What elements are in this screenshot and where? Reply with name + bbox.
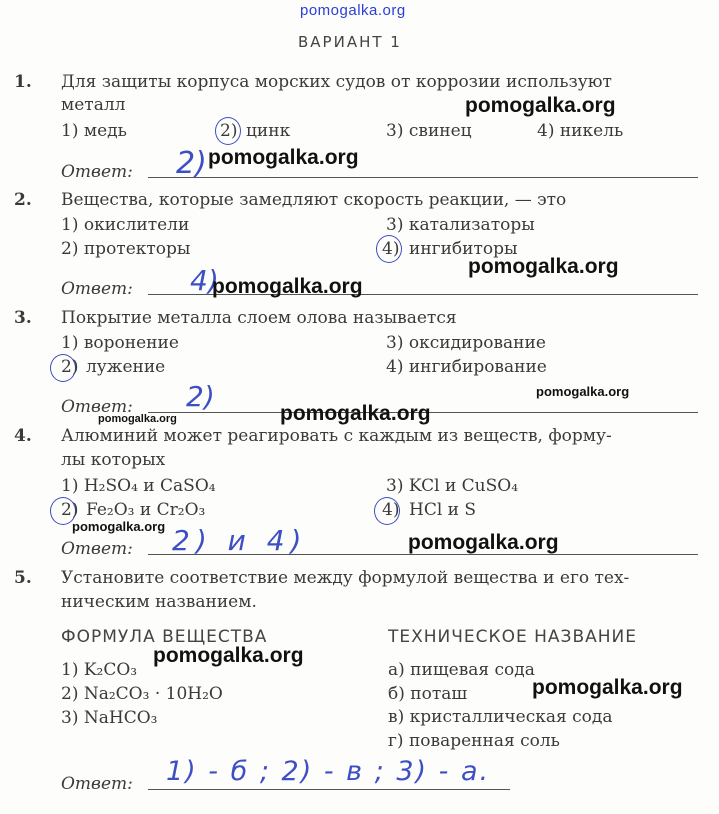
q4-option-1: 1) H₂SO₄ и CaSO₄ [61, 476, 216, 496]
q3-option-1: 1) воронение [61, 333, 179, 353]
q4-answer-label: Ответ: [61, 539, 133, 559]
q1-option-4: 4) никель [537, 121, 624, 141]
q5-formula-2: 2) Na₂CO₃ · 10H₂O [61, 684, 223, 704]
watermark: pomogalka.org [532, 676, 683, 699]
q5-answer-line [148, 789, 510, 790]
q5-formula-3: 3) NaHCO₃ [61, 708, 158, 728]
q5-name-a: а) пищевая сода [388, 660, 535, 680]
watermark: pomogalka.org [153, 644, 304, 667]
q4-text-line2: лы которых [61, 450, 166, 470]
watermark: pomogalka.org [212, 275, 363, 298]
watermark: pomogalka.org [98, 413, 177, 425]
q3-option-2-num: 2) [61, 357, 79, 377]
q2-option-1: 1) окислители [61, 215, 190, 235]
q5-name-b: б) поташ [388, 684, 468, 704]
q1-answer-line [148, 177, 698, 178]
q4-option-4-text: HCl и S [409, 500, 477, 520]
q2-handwritten-answer: 4) [190, 264, 219, 297]
watermark: pomogalka.org [468, 255, 619, 278]
watermark: pomogalka.org [280, 402, 431, 425]
q5-answer-label: Ответ: [61, 774, 133, 794]
variant-title: ВАРИАНТ 1 [298, 33, 402, 51]
q2-option-3: 3) катализаторы [386, 215, 535, 235]
q1-handwritten-answer: 2) [176, 146, 207, 181]
q1-text-line1: Для защиты корпуса морских судов от коррозии используют [61, 72, 612, 92]
watermark: pomogalka.org [536, 384, 630, 399]
watermark-top: pomogalka.org [300, 2, 406, 19]
q2-option-2: 2) протекторы [61, 239, 191, 259]
q1-text-line2: металл [61, 95, 126, 115]
q2-option-4-num: 4) [382, 239, 400, 259]
q1-option-2-text: цинк [246, 121, 291, 141]
q5-text-line2: ническим названием. [61, 592, 257, 612]
q4-option-4-num: 4) [382, 500, 400, 520]
q5-handwritten-answer: 1) - б ; 2) - в ; 3) - а. [166, 756, 491, 787]
q4-option-3: 3) KCl и CuSO₄ [386, 476, 519, 496]
q3-option-3: 3) оксидирование [386, 333, 546, 353]
q3-number: 3. [14, 308, 32, 328]
watermark: pomogalka.org [465, 94, 616, 117]
q4-handwritten-answer: 2) и 4) [172, 524, 308, 557]
watermark: pomogalka.org [72, 519, 166, 534]
q3-option-2-text: лужение [86, 357, 166, 377]
q3-answer-label: Ответ: [61, 397, 133, 417]
q5-name-d: г) поваренная соль [388, 731, 560, 751]
q1-number: 1. [14, 72, 32, 92]
q4-text-line1: Алюминий может реагировать с каждым из веществ, форму- [61, 426, 612, 446]
watermark: pomogalka.org [208, 146, 359, 169]
q4-number: 4. [14, 426, 32, 446]
q3-option-4: 4) ингибирование [386, 357, 547, 377]
q2-number: 2. [14, 190, 32, 210]
q5-column-left-heading: ФОРМУЛА ВЕЩЕСТВА [61, 627, 268, 647]
q1-option-2-num: 2) [220, 121, 238, 141]
q2-text: Вещества, которые замедляют скорость реакции, — это [61, 190, 567, 210]
q2-answer-label: Ответ: [61, 279, 133, 299]
q1-option-1: 1) медь [61, 121, 127, 141]
q5-column-right-heading: ТЕХНИЧЕСКОЕ НАЗВАНИЕ [388, 627, 637, 647]
watermark: pomogalka.org [408, 531, 559, 554]
q4-option-2-num: 2) [61, 500, 79, 520]
q1-answer-label: Ответ: [61, 162, 133, 182]
q1-option-3: 3) свинец [386, 121, 472, 141]
q5-name-c: в) кристаллическая сода [388, 707, 613, 727]
q3-handwritten-answer: 2) [186, 380, 215, 413]
q5-number: 5. [14, 568, 32, 588]
q3-text: Покрытие металла слоем олова называется [61, 308, 457, 328]
q5-text-line1: Установите соответствие между формулой вещества и его тех- [61, 568, 630, 588]
q4-option-2-text: Fe₂O₃ и Cr₂O₃ [86, 500, 206, 520]
q5-formula-1: 1) K₂CO₃ [61, 660, 138, 680]
q2-option-4-text: ингибиторы [409, 239, 518, 259]
